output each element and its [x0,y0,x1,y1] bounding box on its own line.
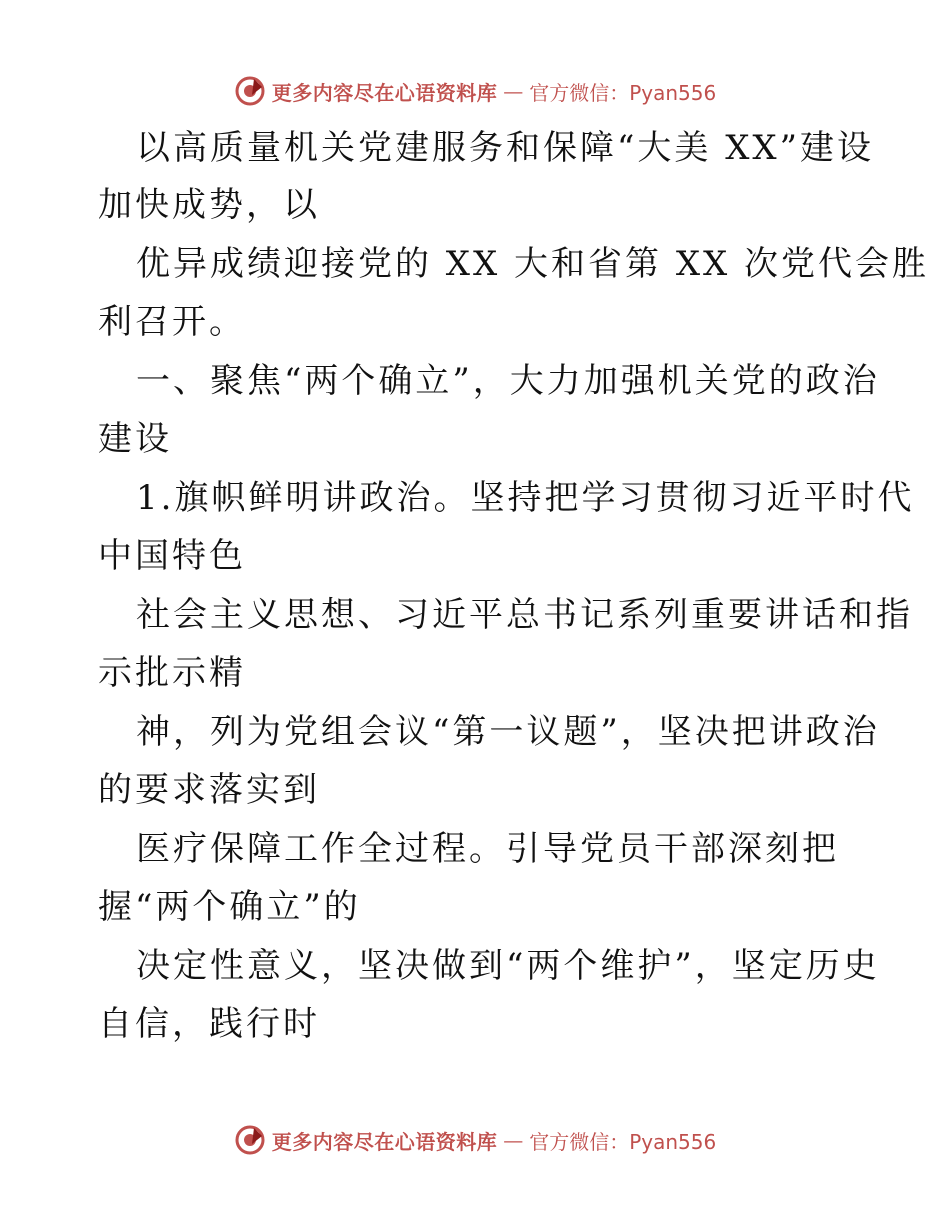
text-line: 的要求落实到 [98,770,320,810]
watermark-footer [0,1120,950,1160]
watermark-header [0,71,950,111]
watermark-logo-icon [234,1124,266,1156]
text-line: 利召开。 [98,302,246,342]
text-line: 社会主义思想、习近平总书记系列重要讲话和指 [136,595,913,635]
text-line: 建设 [98,419,172,459]
watermark-main-text: 更多内容尽在心语资料库 [271,1129,498,1154]
text-line: 加快成势，以 [98,185,320,225]
text-line: 握“两个确立”的 [98,887,361,927]
watermark-sub-text: 官方微信：Pyan556 [529,1129,717,1154]
text-line: 神，列为党组会议“第一议题”，坚决把讲政治 [136,712,880,752]
watermark-dash: — [503,1128,524,1152]
text-line: 一、聚焦“两个确立”，大力加强机关党的政治 [136,361,880,401]
watermark-dash: — [503,79,524,103]
text-line: 1.旗帜鲜明讲政治。坚持把学习贯彻习近平时代 [136,478,915,518]
watermark-sub-text: 官方微信：Pyan556 [529,80,717,105]
text-line: 优异成绩迎接党的 XX 大和省第 XX 次党代会胜 [136,244,930,284]
watermark-logo-icon [234,75,266,107]
text-line: 以高质量机关党建服务和保障“大美 XX”建设 [136,128,874,168]
text-line: 决定性意义，坚决做到“两个维护”，坚定历史 [136,946,880,986]
watermark-main-text: 更多内容尽在心语资料库 [271,80,498,105]
text-line: 医疗保障工作全过程。引导党员干部深刻把 [136,829,839,869]
text-line: 示批示精 [98,653,246,693]
text-line: 中国特色 [98,536,246,576]
text-line: 自信，践行时 [98,1004,320,1044]
